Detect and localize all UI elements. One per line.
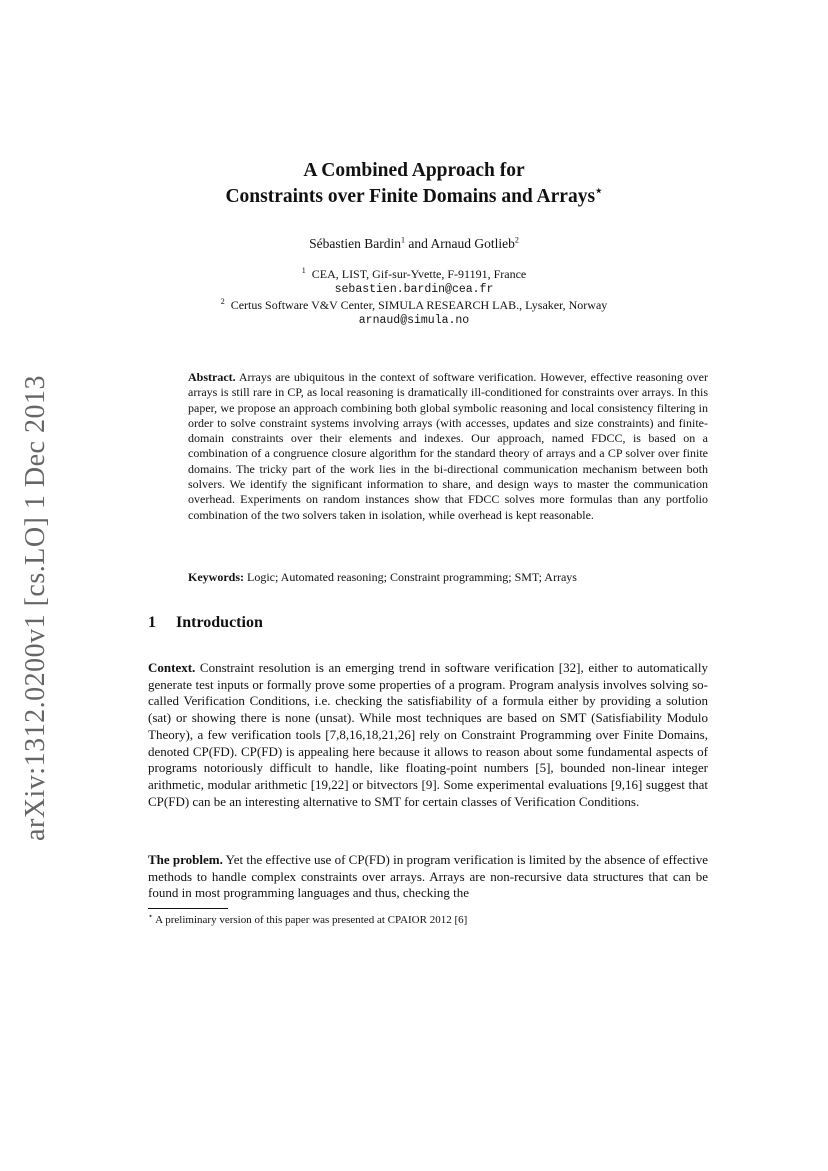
title-line-1: A Combined Approach for xyxy=(303,160,525,181)
arxiv-sidebar xyxy=(16,375,56,841)
affiliation-2-email: arnaud@simula.no xyxy=(358,314,470,327)
arxiv-id: arXiv:1312.0200v1 [cs.LO] 1 Dec 2013 xyxy=(20,375,51,841)
affiliation-1: $^1$ CEA, LIST, Gif-sur-Yvette, F-91191, France xyxy=(301,266,527,281)
problem-paragraph: The problem. Yet the effective use of CP(FD) in program verification is limited by the absence of effective methods to handle complex constraints over arrays. Arrays are non-recursive data structures that can be found in most programming languages and thus, checking the xyxy=(148,852,708,901)
authors: Sébastien Bardin$^1$ and Arnaud Gotlieb$^2$ xyxy=(309,235,519,251)
affiliation-2: $^2$ Certus Software V&V Center, SIMULA RESEARCH LAB., Lysaker, Norway xyxy=(220,297,608,312)
footnote-rule xyxy=(148,908,228,909)
paper-title xyxy=(0,158,828,210)
affiliation-1-email: sebastien.bardin@cea.fr xyxy=(334,283,494,296)
footnote: ⋆ A preliminary version of this paper was presented at CPAIOR 2012 [6] xyxy=(148,911,468,926)
abstract-label: Abstract. xyxy=(188,370,236,384)
author-2: Arnaud Gotlieb xyxy=(430,236,515,251)
title-footnote-mark: ⋆ xyxy=(595,183,603,198)
title-line-2: Constraints over Finite Domains and Arrays⋆ xyxy=(225,183,603,207)
section-heading: 1 Introduction xyxy=(148,614,263,631)
keywords: Keywords: Logic; Automated reasoning; Constraint programming; SMT; Arrays xyxy=(188,570,577,584)
abstract-text: Arrays are ubiquitous in the context of software verification. However, effective reasoning over arrays is still rare in CP, as local reasoning is dramatically ill-conditioned for constraints over arrays. In this paper, we propose an approach combining both global symbolic reasoning and local consistency filtering in order to solve constraint systems involving arrays (with accesses, updates and size constraints) and finite-domain constraints over their elements and indexes. Our approach, named FDCC, is based on a combination of a congruence closure algorithm for the standard theory of arrays and a CP solver over finite domains. The tricky part of the work lies in the bi-directional communication mechanism between both solvers. We identify the significant information to share, and design ways to master the communication overhead. Experiments on random instances show that FDCC solves more formulas than any portfolio combination of the two solvers taken in isolation, while overhead is kept reasonable. xyxy=(188,370,708,522)
author-1: Sébastien Bardin xyxy=(309,236,401,251)
context-paragraph: Context. Constraint resolution is an emerging trend in software verification [32], either to automatically generate test inputs or formally prove some properties of a program. Program analysis involves solving so-called Verification Conditions, i.e. checking the satisfiability of a formula either by providing a solution (sat) or showing there is none (unsat). While most techniques are based on SMT (Satisfiability Modulo Theory), a few verification tools [7,8,16,18,21,26] rely on Constraint Programming over Finite Domains, denoted CP(FD). CP(FD) is appealing here because it allows to reason about some fundamental aspects of programs notoriously difficult to handle, like floating-point numbers [5], bounded non-linear integer arithmetic, modular arithmetic [19,22] or bitvectors [9]. Some experimental evaluations [9,16] suggest that CP(FD) can be an interesting alternative to SMT for certain classes of Verification Conditions. xyxy=(148,660,708,809)
abstract xyxy=(188,370,708,523)
